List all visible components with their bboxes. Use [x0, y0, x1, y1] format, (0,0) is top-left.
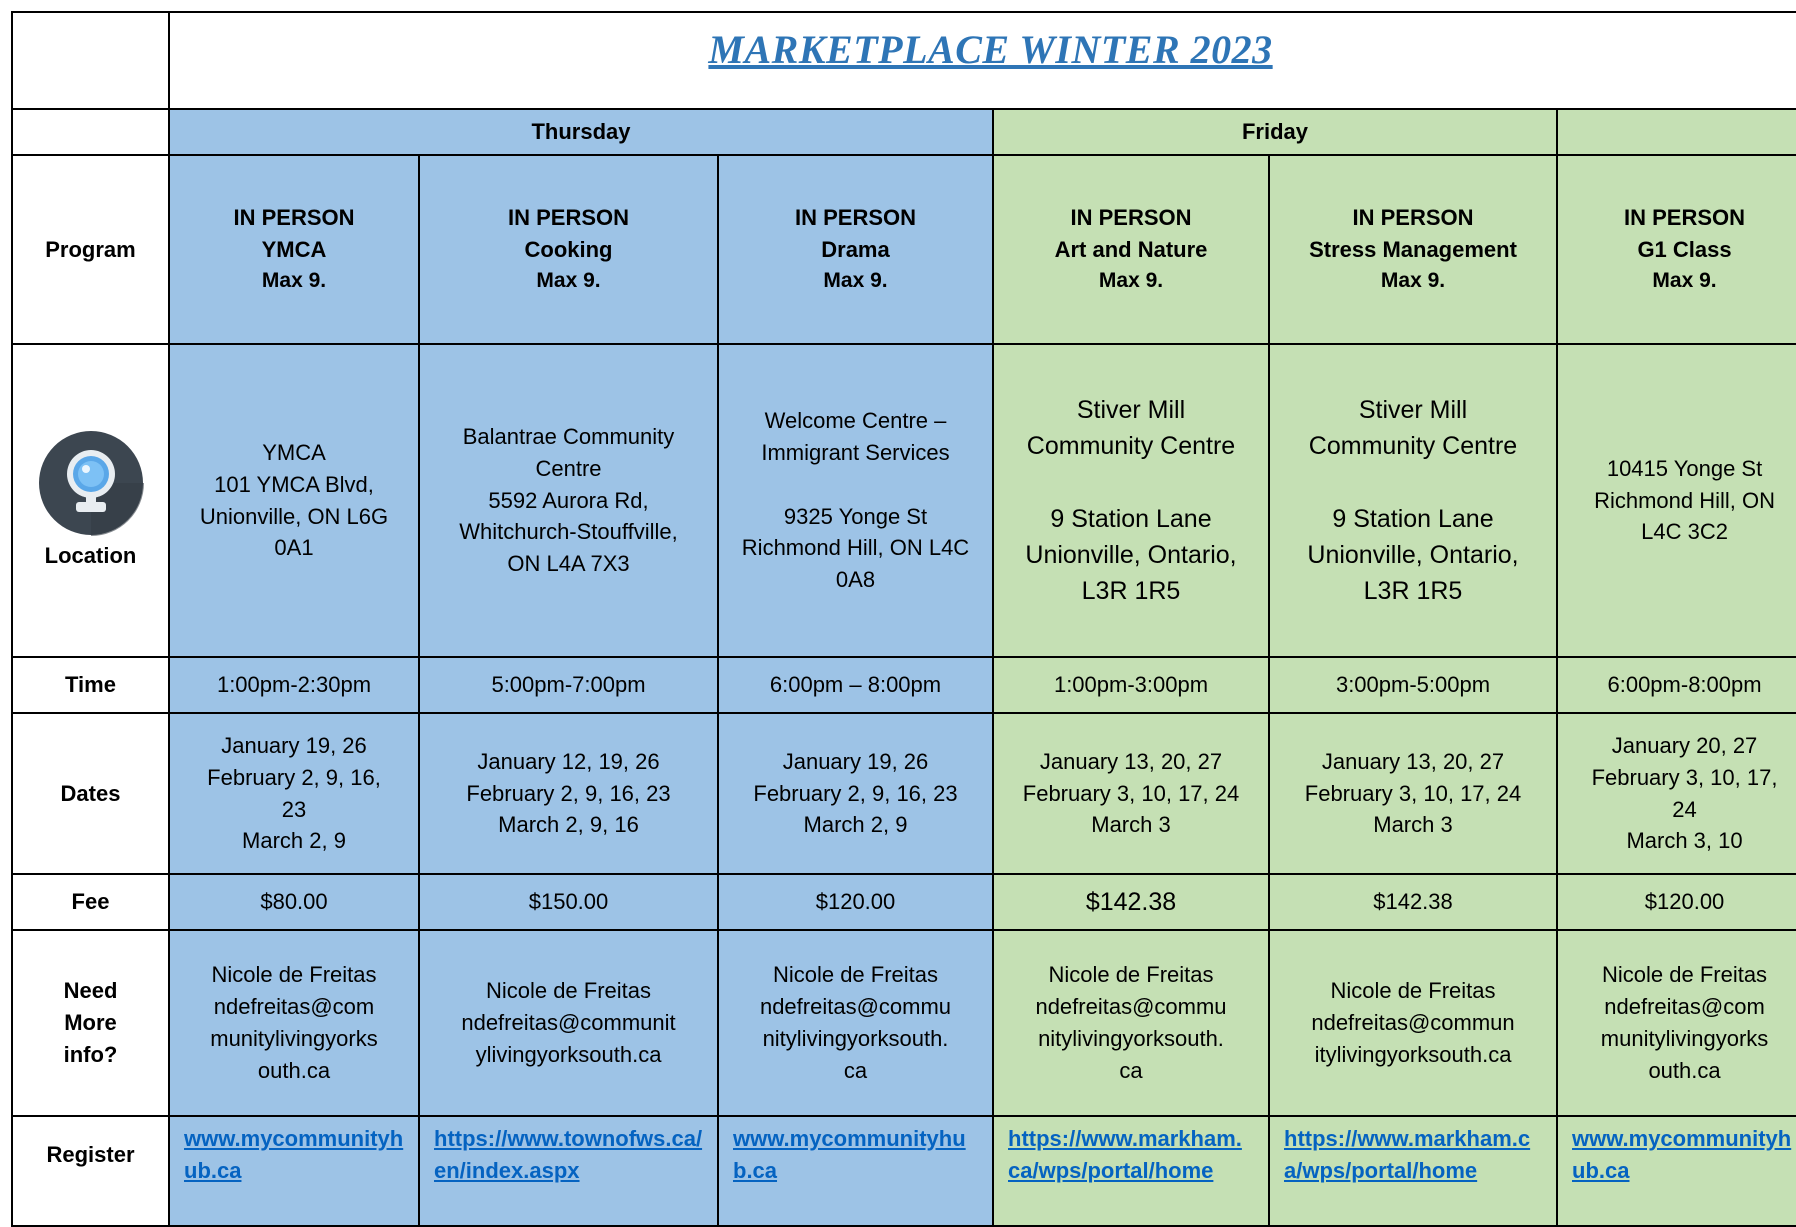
program-max: Max 9.: [1098, 269, 1164, 293]
program-mode: IN PERSON: [1070, 205, 1192, 231]
location-line: 9 Station Lane: [1050, 504, 1212, 533]
program-name: Art and Nature: [1054, 237, 1208, 263]
location-line: 0A8: [835, 567, 876, 593]
dates-line: January 13, 20, 27: [1321, 748, 1505, 774]
contact-cell: [993, 930, 1269, 1116]
contact-line: ndefreitas@com: [1604, 994, 1765, 1020]
dates-line: January 19, 26: [782, 748, 929, 774]
program-name: Cooking: [524, 237, 613, 263]
contact-line: ndefreitas@com: [213, 994, 375, 1020]
fee-cell: $120.00: [1557, 874, 1796, 930]
program-max: Max 9.: [536, 269, 601, 293]
contact-line: munitylivingyorks: [1600, 1026, 1769, 1051]
time-cell: 1:00pm-3:00pm: [993, 657, 1269, 713]
register-cell: [993, 1116, 1269, 1226]
day-header-friday-extra: [1557, 109, 1796, 155]
contact-line: ndefreitas@commu: [1035, 994, 1227, 1020]
time-cell: 6:00pm – 8:00pm: [718, 657, 993, 713]
program-cell: [718, 155, 993, 344]
webcam-icon: [38, 430, 144, 536]
program-mode: IN PERSON: [507, 205, 630, 231]
dates-line: February 3, 10, 17,: [1591, 764, 1778, 790]
program-max: Max 9.: [823, 269, 888, 293]
fee-cell: $120.00: [718, 874, 993, 930]
contact-line: ndefreitas@commun: [1311, 1010, 1515, 1036]
row-label-location-text: Location: [44, 542, 137, 568]
dates-line: March 2, 9, 16: [498, 812, 639, 838]
contact-line: ylivingyorksouth.ca: [475, 1041, 662, 1067]
dates-line: March 2, 9: [803, 812, 908, 838]
location-line: 101 YMCA Blvd,: [214, 471, 374, 497]
time-cell: 6:00pm-8:00pm: [1557, 657, 1796, 713]
register-link[interactable]: www.mycommunityhub.ca: [733, 1126, 966, 1183]
dates-line: January 19, 26: [221, 732, 367, 758]
location-line: Immigrant Services: [761, 439, 950, 465]
contact-line: nitylivingyorksouth.: [1038, 1026, 1224, 1051]
dates-line: 24: [1672, 796, 1697, 822]
title-cell: [169, 12, 1796, 109]
location-line: 9325 Yonge St: [783, 503, 928, 529]
program-mode: IN PERSON: [794, 205, 917, 231]
location-line: [1276, 464, 1550, 500]
location-line: Community Centre: [1308, 432, 1518, 460]
time-cell: 3:00pm-5:00pm: [1269, 657, 1557, 713]
contact-line: itylivingyorksouth.ca: [1314, 1041, 1512, 1067]
program-name: Drama: [821, 237, 890, 263]
program-name: Stress Management: [1309, 237, 1517, 263]
row-label-time: Time: [12, 657, 169, 713]
location-cell: [1557, 344, 1796, 657]
location-line: Unionville, Ontario,: [1025, 540, 1237, 569]
program-max: Max 9.: [1652, 269, 1717, 293]
register-cell: [419, 1116, 718, 1226]
contact-line: ndefreitas@commu: [759, 994, 952, 1020]
register-cell: [718, 1116, 993, 1226]
location-line: Welcome Centre –: [764, 407, 947, 433]
contact-line: outh.ca: [1648, 1057, 1721, 1083]
location-line: Stiver Mill: [1358, 395, 1468, 424]
location-cell: [169, 344, 419, 657]
dates-line: February 2, 9, 16, 23: [753, 780, 958, 806]
contact-line: Nicole de Freitas: [1048, 962, 1214, 988]
contact-line: munitylivingyorks: [210, 1026, 378, 1051]
contact-cell: [169, 930, 419, 1116]
time-cell: 1:00pm-2:30pm: [169, 657, 419, 713]
contact-cell: [1269, 930, 1557, 1116]
contact-line: Nicole de Freitas: [1601, 962, 1768, 988]
dates-line: March 3, 10: [1626, 828, 1743, 854]
register-link[interactable]: https://www.markham.ca/wps/portal/home: [1008, 1126, 1242, 1183]
page-title: MARKETPLACE WINTER 2023: [708, 27, 1273, 72]
location-line: [1000, 464, 1262, 500]
location-cell: [1269, 344, 1557, 657]
row-label-fee: Fee: [12, 874, 169, 930]
dates-cell: [718, 713, 993, 874]
contact-line: ca: [843, 1057, 868, 1083]
register-link[interactable]: https://www.townofws.ca/en/index.aspx: [434, 1126, 703, 1183]
dates-line: February 2, 9, 16, 23: [466, 780, 671, 806]
dates-line: January 12, 19, 26: [477, 748, 660, 774]
day-header-friday: Friday: [993, 109, 1557, 155]
location-line: L3R 1R5: [1081, 577, 1181, 605]
program-name: YMCA: [261, 237, 327, 263]
location-line: L4C 3C2: [1641, 519, 1728, 545]
location-line: Centre: [535, 455, 602, 481]
program-cell: [993, 155, 1269, 344]
location-line: Community Centre: [1026, 432, 1236, 460]
program-mode: IN PERSON: [1352, 205, 1474, 231]
program-cell: [169, 155, 419, 344]
location-line: Richmond Hill, ON: [1594, 487, 1775, 513]
program-mode: IN PERSON: [1624, 205, 1746, 231]
location-line: [725, 469, 986, 501]
location-line: YMCA: [262, 439, 326, 465]
location-line: 5592 Aurora Rd,: [488, 487, 649, 513]
register-link[interactable]: www.mycommunityhub.ca: [184, 1126, 404, 1183]
location-line: Stiver Mill: [1076, 395, 1186, 424]
location-line: L3R 1R5: [1363, 577, 1463, 605]
corner-cell: [12, 12, 169, 109]
location-cell: [718, 344, 993, 657]
schedule-table: [11, 11, 1796, 1227]
location-line: 10415 Yonge St: [1606, 455, 1763, 481]
time-cell: 5:00pm-7:00pm: [419, 657, 718, 713]
fee-cell: $142.38: [993, 874, 1269, 930]
location-line: ON L4A 7X3: [507, 551, 630, 577]
fee-cell: $150.00: [419, 874, 718, 930]
register-cell: [1269, 1116, 1557, 1226]
dates-cell: [1557, 713, 1796, 874]
register-cell: [169, 1116, 419, 1226]
program-cell: [1557, 155, 1796, 344]
location-line: Richmond Hill, ON L4C: [741, 535, 970, 561]
contact-cell: [419, 930, 718, 1116]
contact-line: ndefreitas@communit: [461, 1010, 676, 1036]
fee-cell: $80.00: [169, 874, 419, 930]
contact-line: nitylivingyorksouth.: [762, 1026, 949, 1051]
dates-line: February 3, 10, 17, 24: [1022, 780, 1240, 806]
location-line: 0A1: [274, 535, 314, 561]
row-label-location: [12, 344, 169, 657]
row-label-info: [12, 930, 169, 1116]
dates-line: March 2, 9: [242, 828, 346, 854]
row-label-register: Register: [12, 1116, 169, 1226]
dates-cell: [1269, 713, 1557, 874]
row-label-info-text: Need More info?: [63, 978, 118, 1067]
location-line: Whitchurch-Stouffville,: [459, 519, 678, 545]
location-line: Unionville, ON L6G: [199, 503, 389, 529]
location-cell: [993, 344, 1269, 657]
program-max: Max 9.: [1380, 269, 1446, 293]
dates-line: February 2, 9, 16,: [207, 764, 381, 790]
contact-line: Nicole de Freitas: [485, 978, 652, 1004]
register-link[interactable]: https://www.markham.ca/wps/portal/home: [1284, 1126, 1531, 1183]
location-line: 9 Station Lane: [1332, 504, 1494, 533]
row-label-dates: Dates: [12, 713, 169, 874]
contact-line: Nicole de Freitas: [772, 962, 939, 988]
dates-line: February 3, 10, 17, 24: [1304, 780, 1522, 806]
dates-cell: [169, 713, 419, 874]
program-name: G1 Class: [1637, 237, 1732, 263]
program-cell: [419, 155, 718, 344]
row-label-program: Program: [12, 155, 169, 344]
day-corner-cell: [12, 109, 169, 155]
contact-line: Nicole de Freitas: [1330, 978, 1496, 1004]
contact-line: Nicole de Freitas: [211, 962, 377, 988]
program-mode: IN PERSON: [233, 205, 355, 231]
dates-line: January 20, 27: [1611, 732, 1758, 758]
program-max: Max 9.: [261, 269, 327, 293]
location-cell: [419, 344, 718, 657]
dates-line: March 3: [1091, 812, 1171, 838]
day-header-thursday: Thursday: [169, 109, 993, 155]
location-line: Balantrae Community: [462, 423, 675, 449]
dates-cell: [419, 713, 718, 874]
location-line: Unionville, Ontario,: [1307, 540, 1519, 569]
dates-line: January 13, 20, 27: [1039, 748, 1223, 774]
contact-line: ca: [1119, 1057, 1143, 1083]
register-cell: [1557, 1116, 1796, 1226]
contact-cell: [718, 930, 993, 1116]
program-cell: [1269, 155, 1557, 344]
register-link[interactable]: www.mycommunityhub.ca: [1572, 1126, 1792, 1183]
dates-line: 23: [281, 796, 307, 822]
fee-cell: $142.38: [1269, 874, 1557, 930]
dates-line: March 3: [1373, 812, 1453, 838]
contact-line: outh.ca: [257, 1057, 331, 1083]
dates-cell: [993, 713, 1269, 874]
contact-cell: [1557, 930, 1796, 1116]
